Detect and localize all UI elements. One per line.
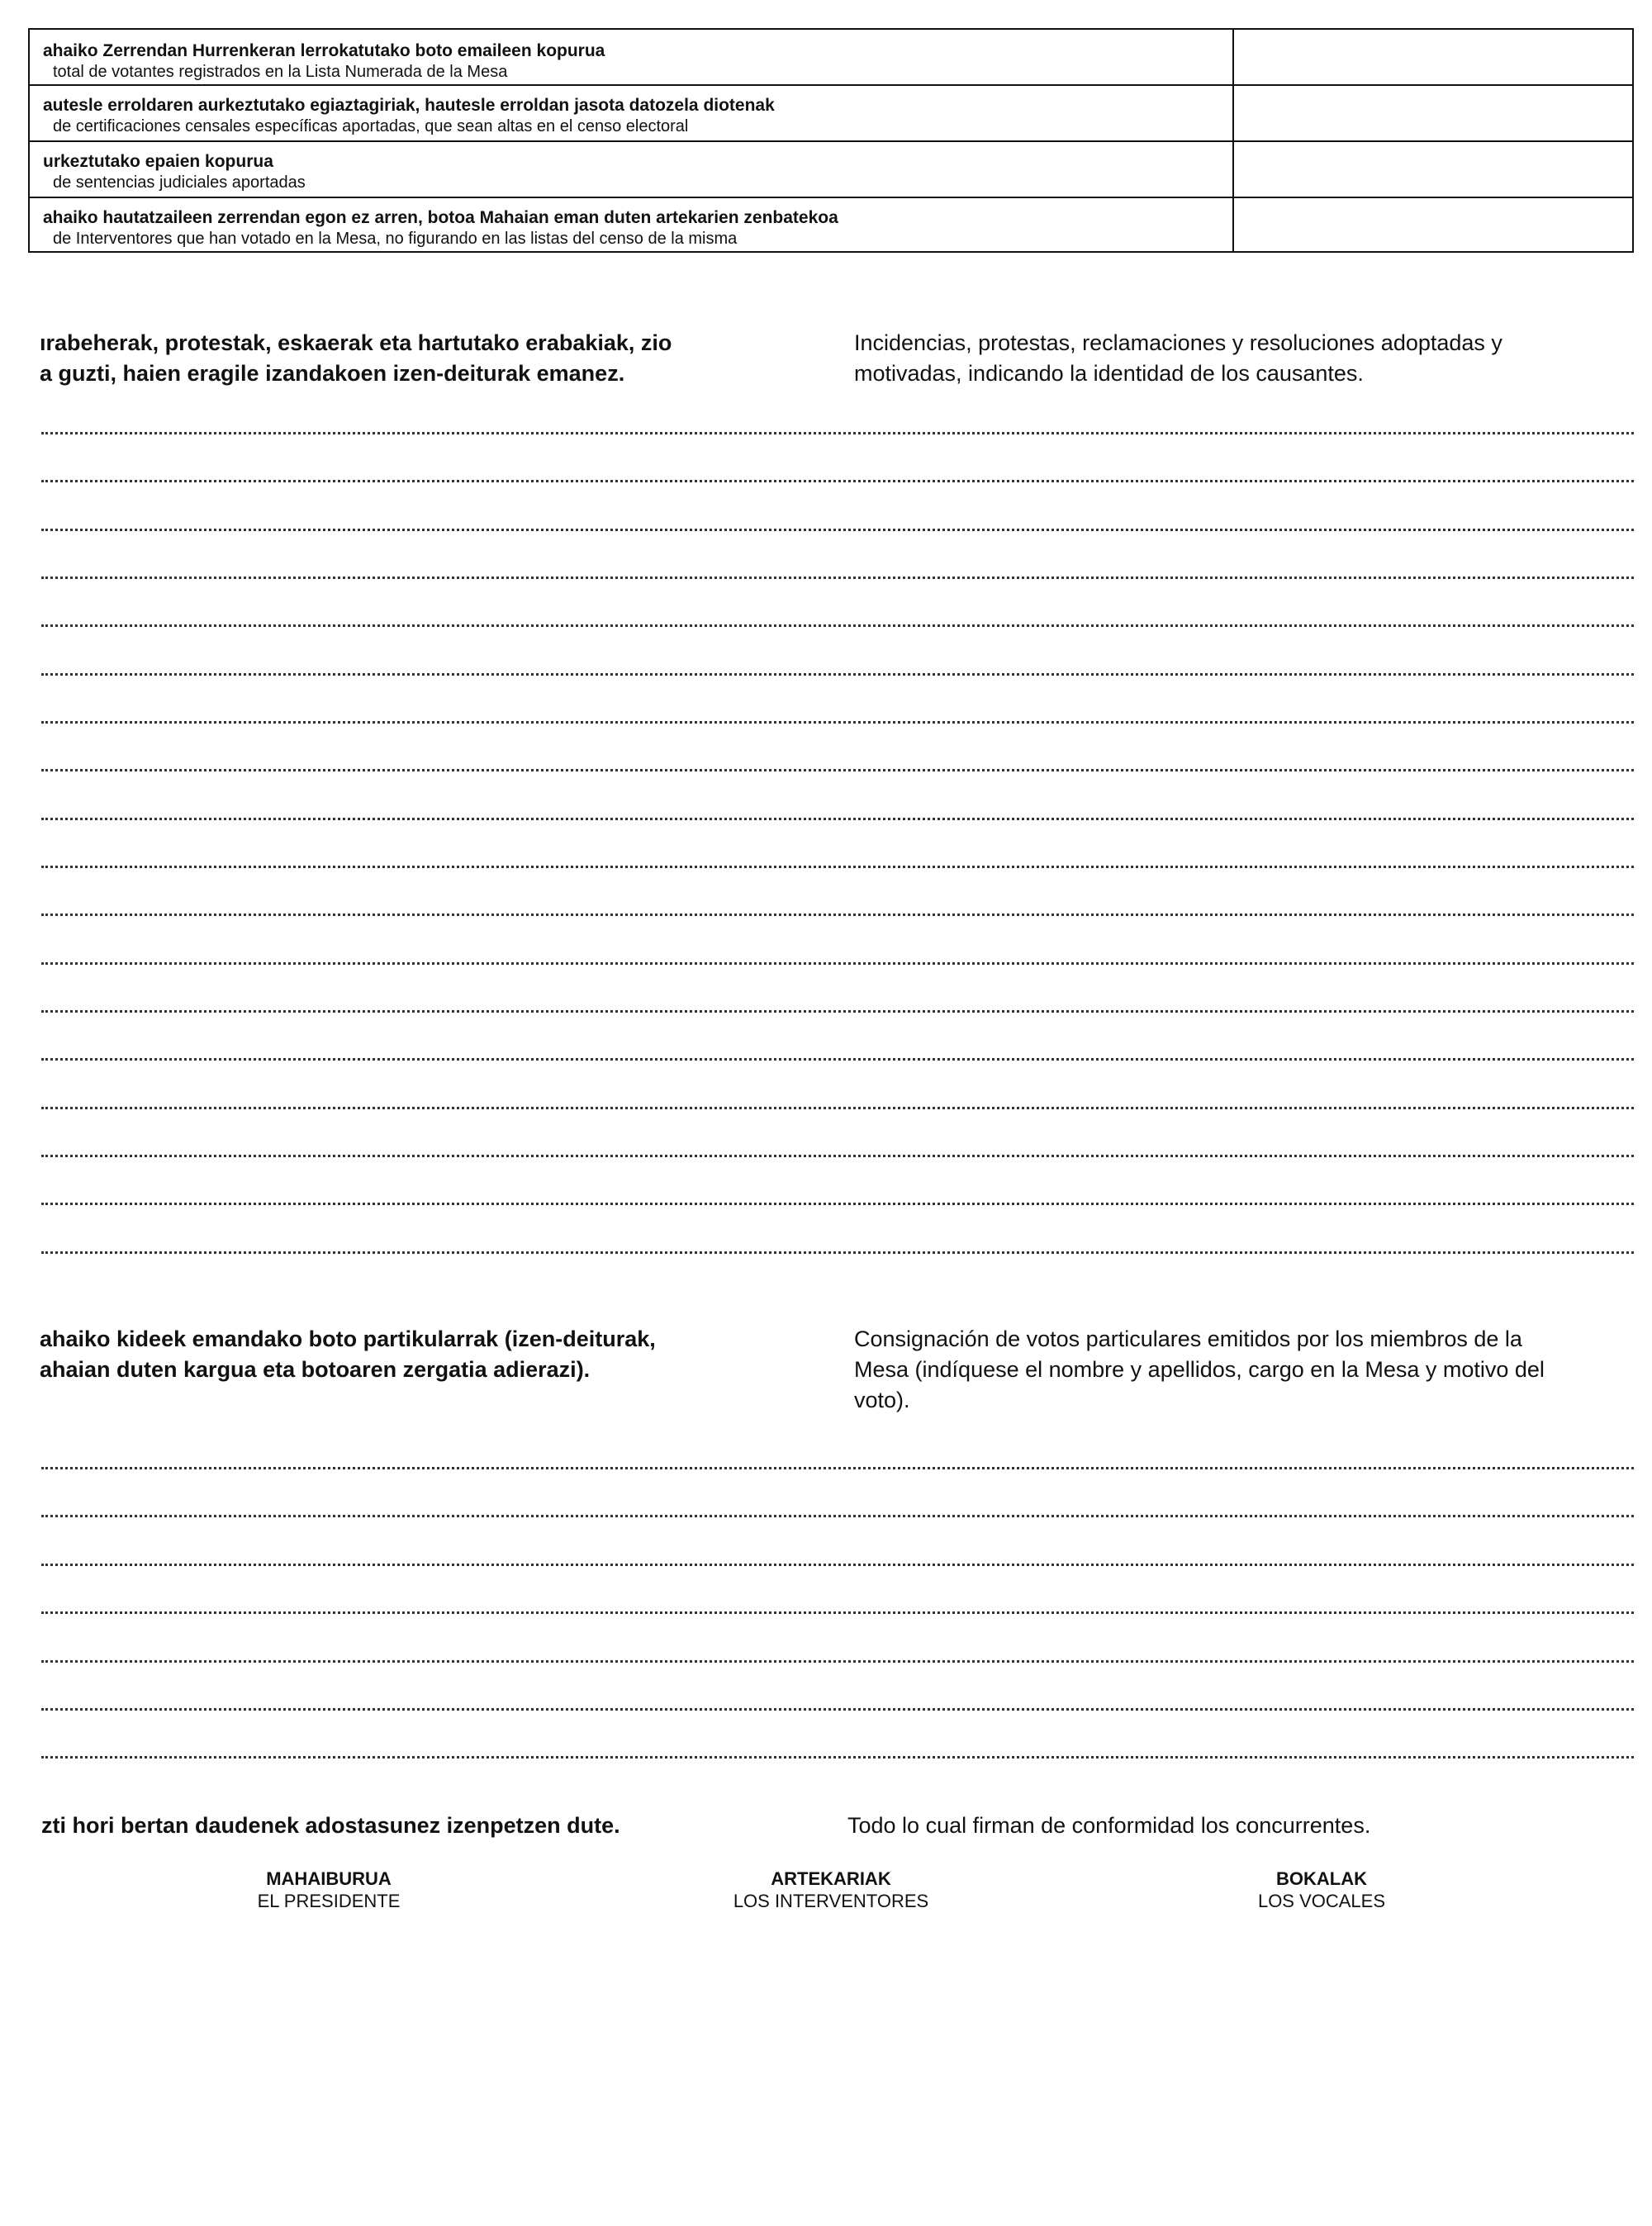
signature-title-eu: ARTEKARIAK: [771, 1868, 891, 1889]
heading-line: Consignación de votos particulares emitidos por los miembros de la: [854, 1327, 1522, 1351]
table-row: [30, 198, 1632, 253]
incidents-writing-line[interactable]: [41, 1203, 1634, 1205]
incidents-writing-line[interactable]: [41, 480, 1634, 482]
incidents-writing-line[interactable]: [41, 866, 1634, 868]
signature-title-es: LOS INTERVENTORES: [733, 1891, 929, 1911]
value-cell[interactable]: [1234, 30, 1632, 84]
row-label-es: total de votantes registrados en la Lista Numerada de la Mesa: [53, 63, 508, 81]
signature-president: [180, 1868, 477, 1913]
row-label-eu: urkeztutako epaien kopurua: [43, 152, 273, 171]
votes-writing-line[interactable]: [41, 1467, 1634, 1469]
incidents-writing-line[interactable]: [41, 432, 1634, 434]
votes-writing-line[interactable]: [41, 1564, 1634, 1566]
incidents-writing-line[interactable]: [41, 673, 1634, 676]
table-row: [30, 142, 1632, 198]
row-label-es: de Interventores que han votado en la Mesa, no figurando en las listas del censo de la misma: [53, 230, 738, 248]
votes-writing-line[interactable]: [41, 1756, 1634, 1758]
heading-line: motivadas, indicando la identidad de los causantes.: [854, 361, 1364, 386]
votes-writing-line[interactable]: [41, 1515, 1634, 1517]
heading-line: ırabeherak, protestak, eskaerak eta hartutako erabakiak, zio: [40, 330, 672, 355]
incidents-writing-line[interactable]: [41, 1251, 1634, 1254]
heading-line: Mesa (indíquese el nombre y apellidos, cargo en la Mesa y motivo del: [854, 1357, 1545, 1382]
closing-statement-eu: zti hori bertan daudenek adostasunez izenpetzen dute.: [41, 1813, 620, 1838]
incidents-writing-line[interactable]: [41, 962, 1634, 965]
heading-line: a guzti, haien eragile izandakoen izen-deiturak emanez.: [40, 361, 625, 386]
incidents-writing-line[interactable]: [41, 721, 1634, 724]
heading-line: ahaiko kideek emandako boto partikularrak (izen-deiturak,: [40, 1327, 656, 1351]
closing-statement-es: Todo lo cual firman de conformidad los concurrentes.: [847, 1813, 1371, 1838]
incidents-writing-line[interactable]: [41, 769, 1634, 771]
incidents-writing-line[interactable]: [41, 1010, 1634, 1013]
signature-title-eu: MAHAIBURUA: [266, 1868, 392, 1889]
heading-line: voto).: [854, 1388, 910, 1412]
row-label-es: de sentencias judiciales aportadas: [53, 173, 306, 192]
row-label-eu: autesle erroldaren aurkeztutako egiaztagiriak, hautesle erroldan jasota datozela diotenak: [43, 96, 775, 115]
column-divider: [1232, 30, 1234, 251]
votes-writing-line[interactable]: [41, 1660, 1634, 1663]
value-cell[interactable]: [1234, 142, 1632, 197]
value-cell[interactable]: [1234, 86, 1632, 140]
value-cell[interactable]: [1234, 198, 1632, 251]
incidents-heading-es: [854, 328, 1502, 389]
row-label-eu: ahaiko hautatzaileen zerrendan egon ez arren, botoa Mahaian eman duten artekarien zenbatekoa: [43, 208, 838, 227]
votes-heading-es: [854, 1324, 1545, 1416]
totals-table: [28, 28, 1634, 253]
signature-vocales: [1173, 1868, 1470, 1913]
row-label-es: de certificaciones censales específicas aportadas, que sean altas en el censo electoral: [53, 117, 689, 135]
incidents-writing-line[interactable]: [41, 914, 1634, 916]
votes-writing-line[interactable]: [41, 1611, 1634, 1614]
incidents-writing-line[interactable]: [41, 577, 1634, 579]
signature-interventores: [682, 1868, 980, 1913]
incidents-writing-line[interactable]: [41, 1107, 1634, 1109]
heading-line: ahaian duten kargua eta botoaren zergatia adierazi).: [40, 1357, 591, 1382]
votes-heading-eu: [40, 1324, 656, 1385]
incidents-heading-eu: [40, 328, 672, 389]
incidents-writing-line[interactable]: [41, 624, 1634, 627]
signature-title-es: EL PRESIDENTE: [257, 1891, 401, 1911]
heading-line: Incidencias, protestas, reclamaciones y resoluciones adoptadas y: [854, 330, 1502, 355]
signature-title-es: LOS VOCALES: [1257, 1891, 1386, 1911]
incidents-writing-line[interactable]: [41, 529, 1634, 531]
table-row: [30, 30, 1632, 86]
incidents-writing-line[interactable]: [41, 1155, 1634, 1157]
votes-writing-line[interactable]: [41, 1708, 1634, 1711]
incidents-writing-line[interactable]: [41, 818, 1634, 820]
table-row: [30, 86, 1632, 142]
row-label-eu: ahaiko Zerrendan Hurrenkeran lerrokatutako boto emaileen kopurua: [43, 41, 605, 60]
signature-title-eu: BOKALAK: [1276, 1868, 1367, 1889]
incidents-writing-line[interactable]: [41, 1058, 1634, 1061]
